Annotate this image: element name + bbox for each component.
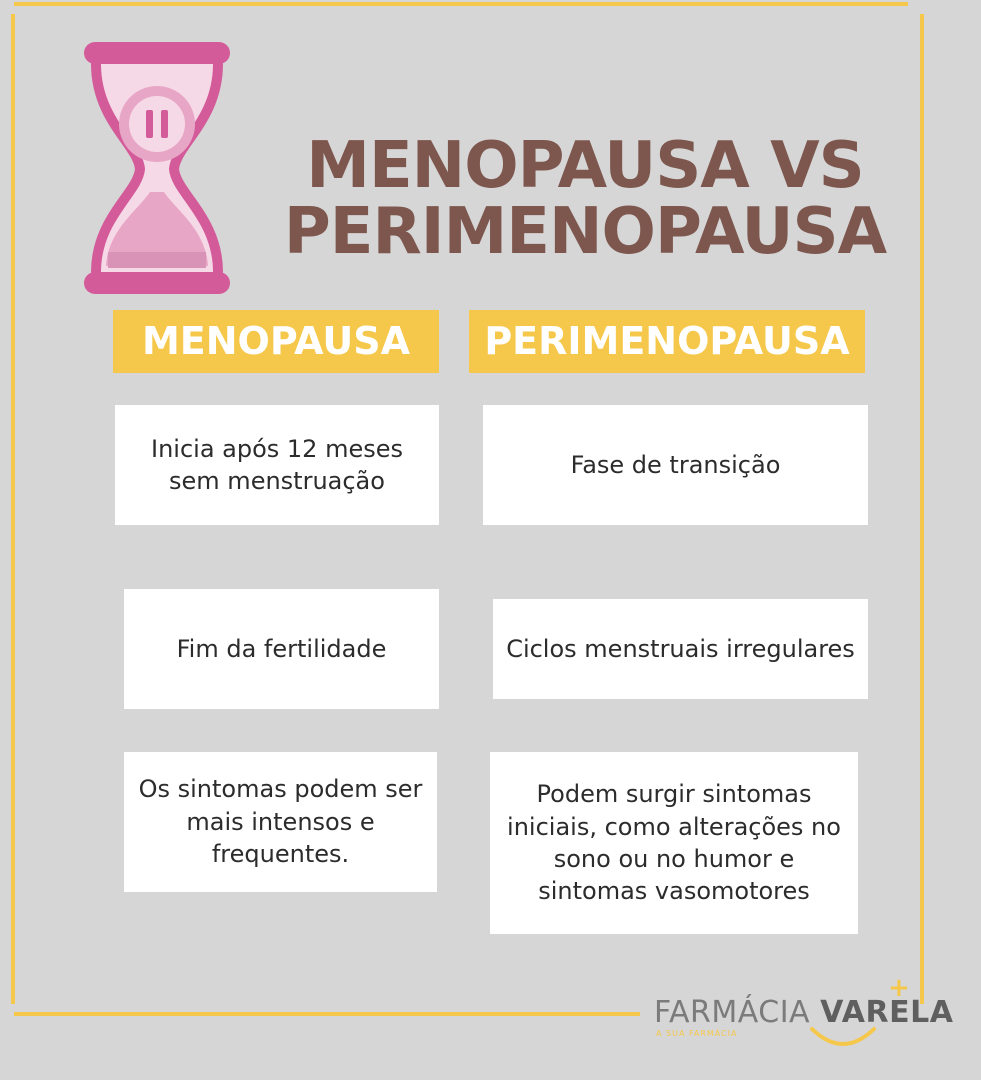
logo-name [654,995,953,1030]
card-menopausa-1: Inicia após 12 meses sem menstruação [115,405,439,525]
logo-tagline: A SUA FARMÁCIA [656,1029,738,1038]
frame-top-line [14,2,908,6]
card-menopausa-2: Fim da fertilidade [124,589,439,709]
card-perimenopausa-1: Fase de transição [483,405,868,525]
logo-plus-mark: + [888,973,910,1003]
frame-right-line [920,14,924,1004]
frame-left-line [11,14,15,1004]
card-menopausa-3: Os sintomas podem ser mais intensos e frequentes. [124,752,437,892]
page-title-line-1: MENOPAUSA VS [306,129,864,203]
logo-name-bold: VARELA [820,995,954,1030]
card-perimenopausa-3: Podem surgir sintomas iniciais, como alterações no sono ou no humor e sintomas vasomotores [490,752,858,934]
header-menopausa: MENOPAUSA [113,310,439,373]
logo-name-light: FARMÁCIA [654,995,811,1030]
hourglass-icon [78,40,236,298]
smile-icon [808,1025,878,1051]
header-perimenopausa: PERIMENOPAUSA [469,310,865,373]
page-title-line-2: PERIMENOPAUSA [283,195,887,269]
brand-logo [648,973,954,1060]
frame-bottom-line [14,1012,640,1016]
card-perimenopausa-2: Ciclos menstruais irregulares [493,599,868,699]
